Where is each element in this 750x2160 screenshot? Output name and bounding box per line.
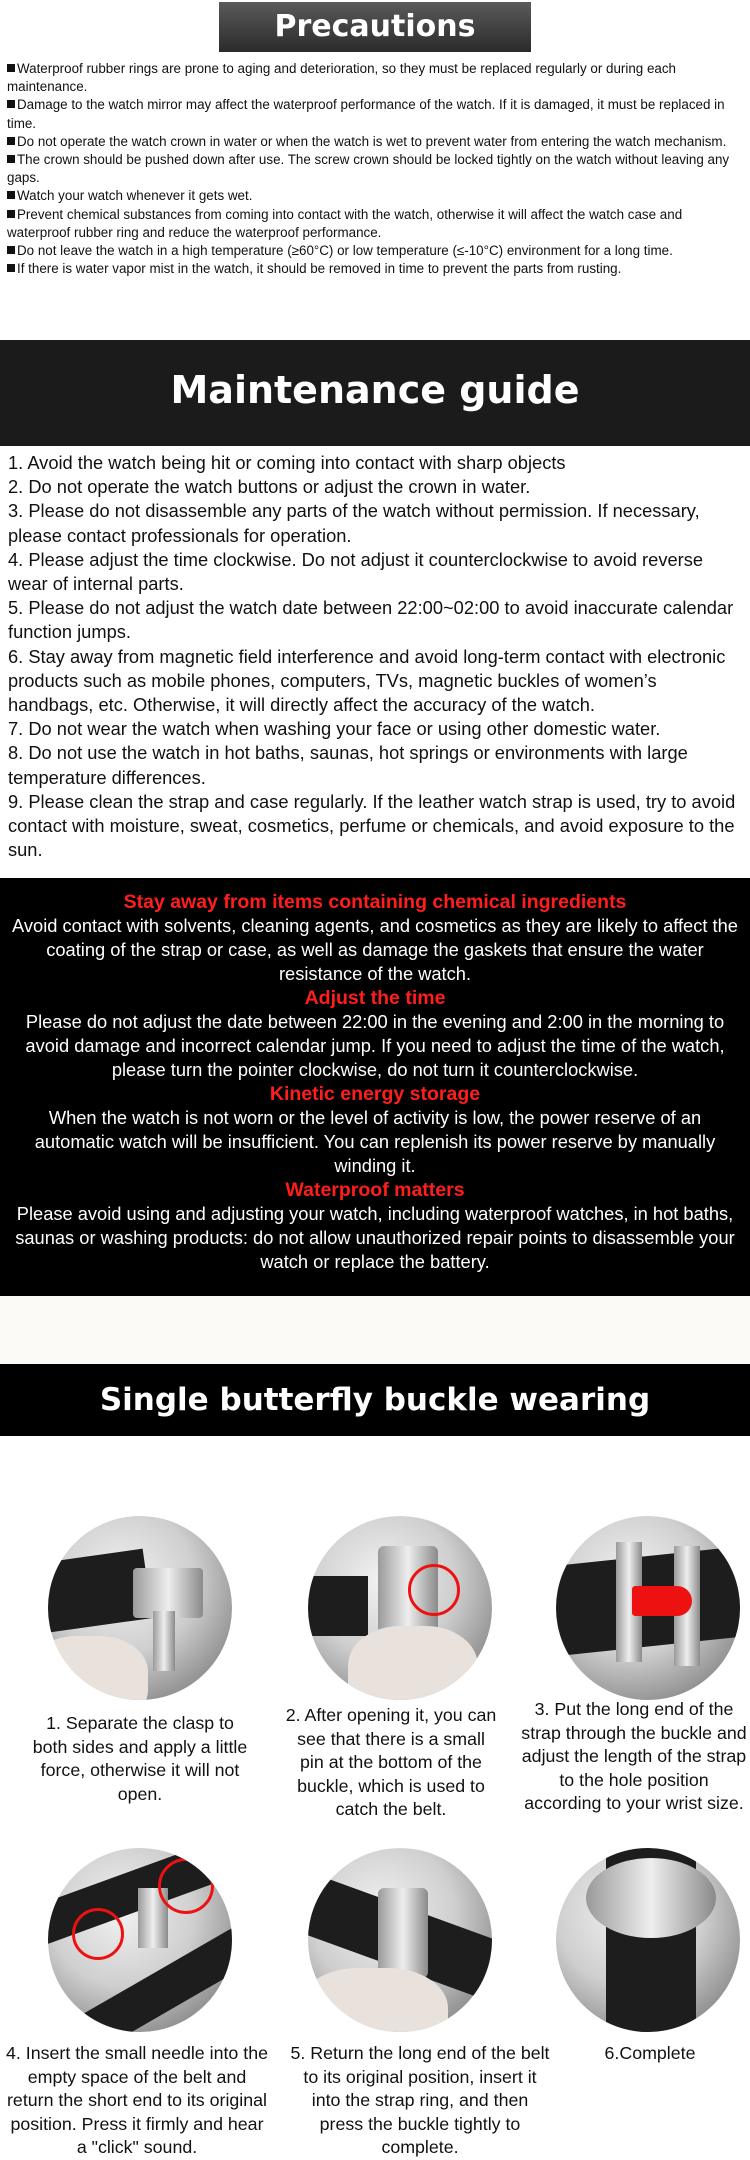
step-6-photo (556, 1848, 740, 2032)
precaution-item (7, 242, 744, 260)
buckle-title: Single butterfly buckle wearing (0, 1364, 750, 1436)
precaution-item (7, 133, 744, 151)
step-1-text: 1. Separate the clasp to both sides and apply a little force, otherwise it will not open. (32, 1713, 248, 1804)
precaution-text: Watch your watch whenever it gets wet. (17, 188, 253, 204)
maintenance-item: 4. Please adjust the time clockwise. Do not adjust it counterclockwise to avoid reverse wear of internal parts. (8, 548, 704, 595)
maintenance-item: 9. Please clean the strap and case regularly. If the leather watch strap is used, try to avoid contact with moisture, sweat, cosmetics, perfume or chemicals, and avoid exposure to the sun. (8, 790, 736, 861)
step-3-text: 3. Put the long end of the strap through the buckle and adjust the length of the strap to the hole position according to your wrist size. (521, 1699, 747, 1813)
maintenance-item: 1. Avoid the watch being hit or coming into contact with sharp objects (8, 452, 566, 473)
step-1-photo (48, 1516, 232, 1700)
note-body-kinetic-energy: When the watch is not worn or the level of activity is low, the power reserve of an automatic watch will be insufficient. You can replenish its power reserve by manually winding it. (34, 1107, 716, 1176)
precautions-title: Precautions (219, 2, 531, 52)
note-body-waterproof: Please avoid using and adjusting your watch, including waterproof watches, in hot baths, saunas or washing products: do not allow unauthorized repair points to disassemble your watch or replace the battery. (15, 1203, 735, 1272)
precaution-text: Prevent chemical substances from coming into contact with the watch, otherwise it will affect the watch case and waterproof rubber ring and reduce the waterproof performance. (7, 206, 683, 240)
precautions-title-wrap (0, 2, 750, 54)
note-heading-chemicals: Stay away from items containing chemical ingredients (123, 891, 627, 913)
step-4-photo (48, 1848, 232, 2032)
highlight-circle-icon (72, 1908, 124, 1960)
square-bullet-icon (7, 191, 15, 199)
precaution-item (7, 151, 744, 187)
precaution-text: Damage to the watch mirror may affect the waterproof performance of the watch. If it is damaged, it must be replaced in time. (7, 97, 725, 131)
precaution-text: The crown should be pushed down after use. The screw crown should be locked tightly on the watch without leaving any gaps. (7, 152, 730, 186)
maintenance-item: 2. Do not operate the watch buttons or adjust the crown in water. (8, 476, 531, 498)
square-bullet-icon (7, 210, 15, 218)
square-bullet-icon (7, 64, 15, 72)
red-arrow-icon (632, 1586, 692, 1616)
step-3-photo (556, 1516, 740, 1700)
precautions-section (0, 0, 750, 340)
square-bullet-icon (7, 246, 15, 254)
step-4-text: 4. Insert the small needle into the empty space of the belt and return the short end to its original position. Press it firmly and hear a "click" sound. (6, 2043, 268, 2157)
square-bullet-icon (7, 100, 15, 108)
precaution-text: Do not leave the watch in a high temperature (≥60°C) or low temperature (≤-10°C) environment for a long time. (17, 243, 673, 259)
maintenance-item: 8. Do not use the watch in hot baths, saunas, hot springs or environments with large temperature differences. (8, 742, 688, 788)
precaution-item (7, 96, 744, 132)
square-bullet-icon (7, 155, 15, 163)
step-5-photo (308, 1848, 492, 2032)
step-2-photo (308, 1516, 492, 1700)
step-2-text: 2. After opening it, you can see that there is a small pin at the bottom of the buckle, which is used to catch the belt. (285, 1705, 497, 1819)
buckle-steps-grid (0, 1436, 750, 2156)
note-heading-kinetic-energy: Kinetic energy storage (269, 1083, 481, 1105)
highlight-circle-icon (158, 1858, 214, 1914)
section-spacer (0, 1296, 750, 1364)
precaution-item (7, 187, 744, 205)
square-bullet-icon (7, 264, 15, 272)
maintenance-section (0, 340, 750, 878)
maintenance-title: Maintenance guide (0, 340, 750, 446)
square-bullet-icon (7, 137, 15, 145)
step-5-text: 5. Return the long end of the belt to its original position, insert it into the strap ring, and then press the buckle tightly to complete. (290, 2043, 550, 2157)
note-body-adjust-time: Please do not adjust the date between 22:00 in the evening and 2:00 in the morning to avoid damage and incorrect calendar jump. If you need to adjust the time of the watch, please turn the pointer clockwise, do not turn it counterclockwise. (25, 1011, 725, 1080)
precaution-item (7, 206, 744, 242)
note-heading-adjust-time: Adjust the time (304, 987, 446, 1009)
precaution-text: Waterproof rubber rings are prone to aging and deterioration, so they must be replaced regularly or during each maintenance. (7, 61, 676, 95)
maintenance-item: 6. Stay away from magnetic field interference and avoid long-term contact with electronic products such as mobile phones, computers, TVs, magnetic buckles of women’s handbags, etc. Otherwise, it will directly affect the accuracy of the watch. (8, 645, 726, 716)
maintenance-item: 3. Please do not disassemble any parts of the watch without permission. If necessary, please contact professionals for operation. (8, 500, 700, 546)
maintenance-list (0, 446, 750, 878)
step-6-text: 6.Complete (604, 2043, 696, 2063)
note-body-chemicals: Avoid contact with solvents, cleaning agents, and cosmetics as they are likely to affect the coating of the strap or case, as well as damage the gaskets that ensure the water resistance of the watch. (12, 915, 738, 984)
buckle-section (0, 1364, 750, 2156)
precaution-item (7, 260, 744, 278)
maintenance-item: 5. Please do not adjust the watch date between 22:00~02:00 to avoid inaccurate calendar function jumps. (8, 597, 734, 643)
precaution-text: Do not operate the watch crown in water or when the watch is wet to prevent water from entering the watch mechanism. (17, 133, 727, 149)
note-heading-waterproof: Waterproof matters (285, 1179, 465, 1201)
precautions-list (0, 54, 750, 278)
highlight-circle-icon (408, 1564, 460, 1616)
precaution-item (7, 60, 744, 96)
maintenance-item: 7. Do not wear the watch when washing your face or using other domestic water. (8, 718, 661, 740)
precaution-text: If there is water vapor mist in the watch, it should be removed in time to prevent the parts from rusting. (17, 261, 622, 277)
care-notes-section (0, 878, 750, 1296)
